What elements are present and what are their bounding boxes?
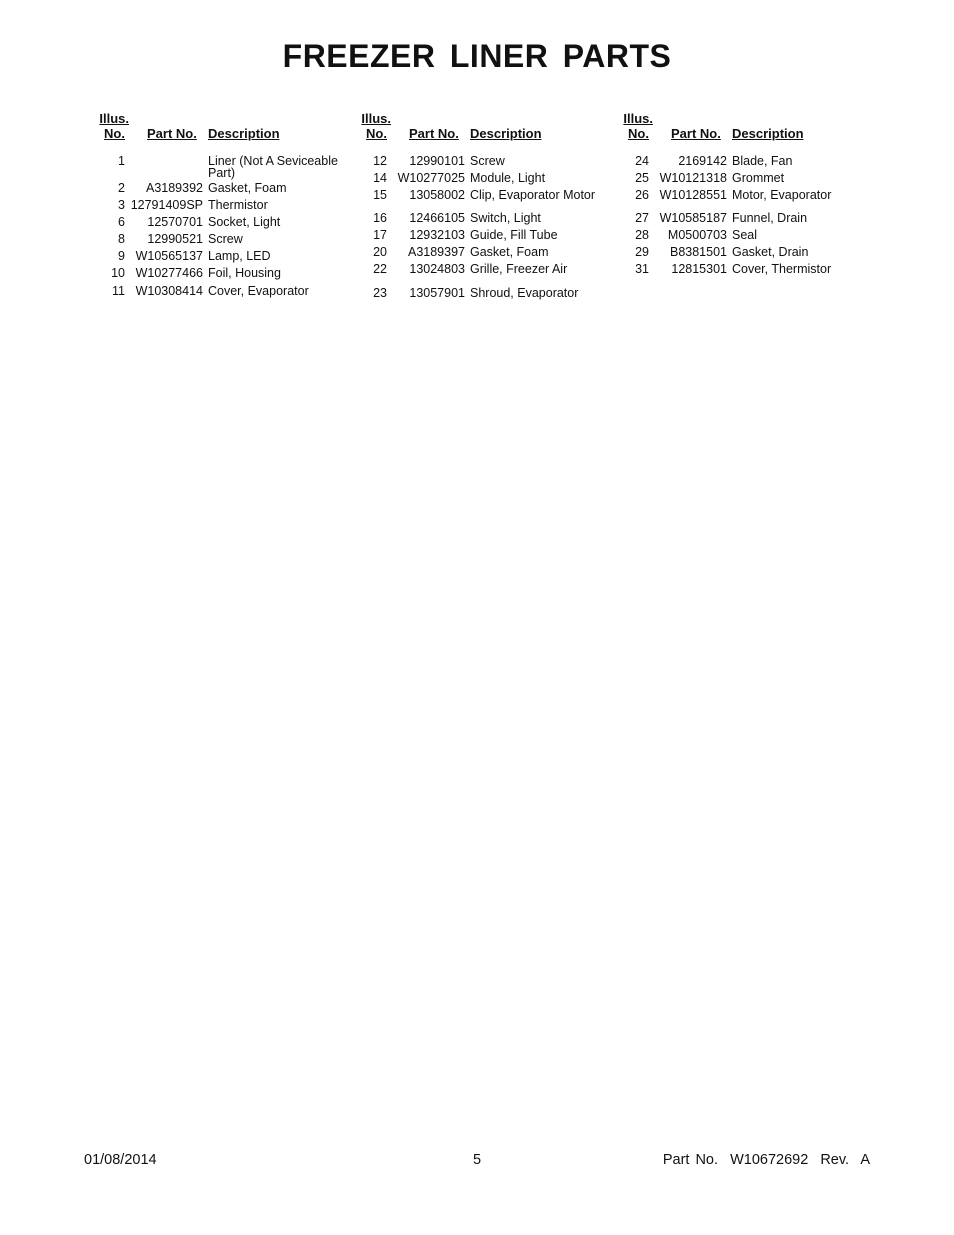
part-no-header: Part No. [409, 126, 459, 141]
column-header [355, 111, 605, 145]
part-description: Grille, Freezer Air [470, 262, 568, 276]
part-number: 12570701 [147, 215, 203, 229]
part-number: 12932103 [409, 228, 465, 242]
part-number: 13057901 [409, 286, 465, 300]
illus-number: 11 [112, 284, 125, 298]
illus-number: 29 [635, 245, 649, 259]
part-number: 12791409SP [130, 198, 203, 212]
parts-column-1 [93, 111, 343, 297]
part-description: Gasket, Drain [732, 245, 809, 259]
table-row [93, 216, 343, 228]
illus-header-line1: Illus. [623, 111, 653, 126]
illus-number: 15 [373, 188, 387, 202]
part-description: Grommet [732, 171, 785, 185]
table-row [617, 263, 867, 275]
part-number: 12990521 [147, 232, 203, 246]
part-number: W10277025 [397, 171, 465, 185]
table-row [617, 172, 867, 184]
table-row [617, 212, 867, 224]
illus-number: 25 [635, 171, 649, 185]
table-row [355, 229, 605, 241]
table-row [93, 267, 343, 279]
illus-header-line1: Illus. [99, 111, 129, 126]
illus-number: 23 [373, 286, 387, 300]
table-row [93, 250, 343, 262]
table-row [617, 189, 867, 201]
part-number: 12815301 [671, 262, 727, 276]
illus-number: 10 [111, 266, 125, 280]
part-description: Lamp, LED [208, 249, 271, 263]
part-description: Switch, Light [470, 211, 541, 225]
part-description: Clip, Evaporator Motor [470, 188, 596, 202]
illus-number: 20 [373, 245, 387, 259]
part-number: W10585187 [659, 211, 727, 225]
part-description: Gasket, Foam [470, 245, 549, 259]
part-description: Guide, Fill Tube [470, 228, 558, 242]
part-description: Socket, Light [208, 215, 281, 229]
parts-list [617, 155, 867, 275]
table-row [355, 155, 605, 167]
part-number: 12990101 [409, 154, 465, 168]
description-header: Description [732, 126, 804, 141]
page-number: 5 [472, 1152, 482, 1168]
part-number: A3189397 [407, 245, 465, 259]
part-number: A3189392 [145, 181, 203, 195]
column-header [617, 111, 867, 145]
illus-number: 27 [635, 211, 649, 225]
illus-number: 28 [635, 228, 649, 242]
part-description: Foil, Housing [208, 266, 281, 280]
illus-number: 2 [118, 181, 125, 195]
part-number: M0500703 [667, 228, 727, 242]
illus-number: 22 [373, 262, 387, 276]
illus-number: 17 [373, 228, 387, 242]
column-header [93, 111, 343, 145]
table-row [617, 246, 867, 258]
table-row [355, 263, 605, 275]
table-row [93, 182, 343, 194]
table-row [355, 189, 605, 201]
illus-number: 1 [118, 154, 125, 168]
part-description: Liner (Not A Seviceable Part) [208, 154, 338, 180]
part-number: W10121318 [659, 171, 727, 185]
illus-number: 9 [118, 249, 125, 263]
page-title: FREEZER LINER PARTS [282, 38, 672, 74]
table-row [93, 285, 343, 297]
part-description: Funnel, Drain [732, 211, 808, 225]
illus-number: 24 [635, 154, 649, 168]
illus-number: 12 [373, 154, 387, 168]
part-description: Seal [732, 228, 758, 242]
part-description: Motor, Evaporator [732, 188, 832, 202]
illus-header-line1: Illus. [361, 111, 391, 126]
parts-column-2 [355, 111, 605, 299]
part-description: Screw [208, 232, 243, 246]
part-number: 13058002 [409, 188, 465, 202]
parts-column-3 [617, 111, 867, 275]
description-header: Description [470, 126, 542, 141]
part-number: W10565137 [135, 249, 203, 263]
part-description: Module, Light [470, 171, 546, 185]
part-number: B8381501 [669, 245, 727, 259]
illus-header-line2: No. [366, 126, 387, 141]
footer-date: 01/08/2014 [84, 1152, 157, 1168]
part-description: Cover, Evaporator [208, 284, 309, 298]
table-row [355, 246, 605, 258]
illus-number: 3 [118, 198, 125, 212]
part-number: W10128551 [659, 188, 727, 202]
part-description: Thermistor [208, 198, 268, 212]
illus-number: 8 [118, 232, 125, 246]
illus-number: 16 [373, 211, 387, 225]
part-no-header: Part No. [671, 126, 721, 141]
part-number: 2169142 [678, 154, 727, 168]
document-part-number: Part No. W10672692 Rev. A [662, 1152, 870, 1168]
part-description: Shroud, Evaporator [470, 286, 579, 300]
illus-header-line2: No. [104, 126, 125, 141]
part-description: Blade, Fan [732, 154, 793, 168]
table-row [93, 199, 343, 211]
description-header: Description [208, 126, 280, 141]
table-row [93, 155, 343, 179]
table-row [355, 172, 605, 184]
illus-number: 14 [373, 171, 387, 185]
parts-list [93, 155, 343, 297]
illus-header-line2: No. [628, 126, 649, 141]
table-row [617, 229, 867, 241]
part-description: Gasket, Foam [208, 181, 287, 195]
illus-number: 26 [635, 188, 649, 202]
part-number: W10277466 [135, 266, 203, 280]
part-description: Cover, Thermistor [732, 262, 832, 276]
table-row [355, 212, 605, 224]
part-number: 12466105 [409, 211, 465, 225]
table-row [355, 287, 605, 299]
part-no-header: Part No. [147, 126, 197, 141]
table-row [617, 155, 867, 167]
illus-number: 31 [635, 262, 649, 276]
part-description: Screw [470, 154, 505, 168]
parts-list [355, 155, 605, 299]
part-number: 13024803 [409, 262, 465, 276]
part-number: W10308414 [135, 284, 203, 298]
illus-number: 6 [118, 215, 125, 229]
table-row [93, 233, 343, 245]
